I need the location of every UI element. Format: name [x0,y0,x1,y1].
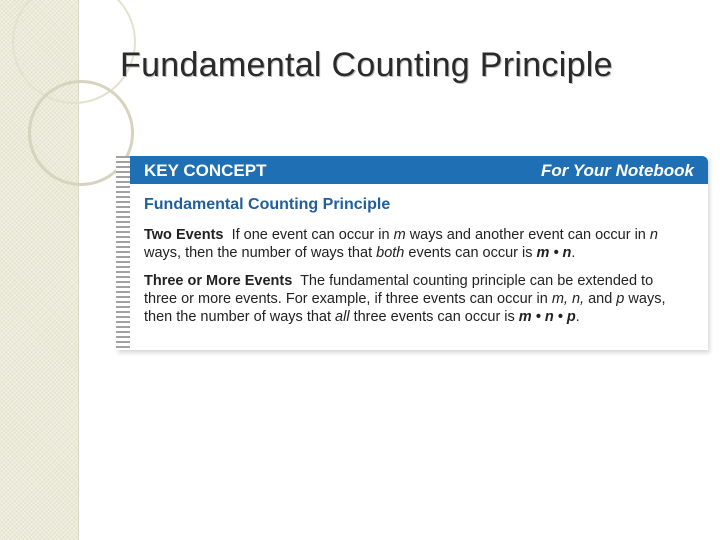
text-run: . [575,309,580,325]
text-run: ways, then the number of ways that [144,291,666,325]
card-header [130,156,708,184]
card-body [144,196,690,336]
emphasis-both: both [376,245,405,261]
var-p: p [616,291,625,307]
spiral-binding [116,156,130,350]
var-n: n [649,227,658,243]
product-expression: m • n [536,245,572,261]
text-run: If one event can occur in [231,227,394,243]
three-events-paragraph [144,272,690,326]
key-concept-label: KEY CONCEPT [144,161,267,180]
text-run: . [571,245,576,261]
two-events-paragraph [144,226,690,262]
product-expression: m • n • p [518,309,576,325]
var-mnp: m, n, [551,291,585,307]
slide-title: Fundamental Counting Principle [120,46,613,84]
text-run: ways, then the number of ways that [144,245,377,261]
two-events-lead: Two Events [144,227,224,243]
var-m: m [393,227,406,243]
text-run: three events can occur is [349,309,519,325]
text-run: The fundamental counting principle can be extended to three or more events. For example, if three events can occur in [144,273,654,307]
text-run: ways and another event can occur in [405,227,650,243]
text-run: events can occur is [404,245,537,261]
key-concept-card [116,156,708,350]
card-subheading: Fundamental Counting Principle [144,196,391,213]
text-run: and [584,291,617,307]
notebook-label: For Your Notebook [541,161,694,180]
three-events-lead: Three or More Events [144,273,293,289]
emphasis-all: all [335,309,350,325]
